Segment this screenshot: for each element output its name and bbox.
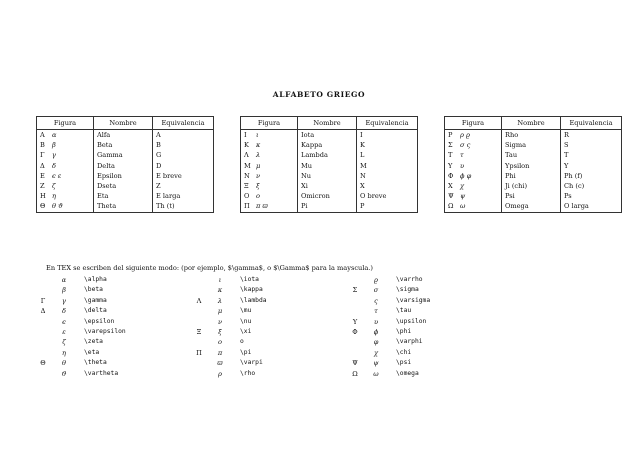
lowercase-symbol: μ <box>217 307 223 316</box>
uppercase-symbol <box>192 285 206 295</box>
figura-cell <box>37 130 94 141</box>
uppercase-symbol <box>192 358 206 368</box>
equivalencia-cell: S <box>561 140 622 150</box>
table-row <box>241 181 418 191</box>
lowercase-letter: ϵ ε <box>52 171 62 180</box>
equivalencia-cell: P <box>357 201 418 212</box>
uppercase-symbol <box>192 275 206 285</box>
figura-cell <box>241 161 298 171</box>
equivalencia-cell: T <box>561 150 622 160</box>
page-title: ALFABETO GRIEGO <box>272 90 366 99</box>
equivalencia-cell: K <box>357 140 418 150</box>
uppercase-symbol: Ψ <box>352 359 358 368</box>
table-3-body <box>445 130 622 213</box>
lowercase-symbol: ρ <box>218 369 222 378</box>
lowercase-letter: o <box>256 192 260 201</box>
lowercase-symbol: γ <box>62 296 66 305</box>
uppercase-symbol: Γ <box>40 296 46 305</box>
uppercase-letter: Σ <box>448 141 453 150</box>
uppercase-letter: Χ <box>448 182 453 191</box>
uppercase-symbol <box>192 306 206 316</box>
lowercase-letter: σ ς <box>460 141 471 150</box>
lowercase-symbol: υ <box>373 317 378 326</box>
uppercase-letter: Ρ <box>448 131 453 139</box>
equivalencia-cell: Y <box>561 161 622 171</box>
table-row <box>445 130 622 141</box>
lowercase-symbol: ϵ <box>62 317 66 326</box>
equivalencia-cell: Ph (f) <box>561 171 622 181</box>
nombre-cell: Xi <box>298 181 357 191</box>
latex-command: \phi <box>396 328 412 336</box>
uppercase-letter: Υ <box>448 161 453 170</box>
figura-cell <box>37 161 94 171</box>
uppercase-symbol <box>36 348 50 358</box>
greek-table-3 <box>444 116 622 213</box>
figura-cell <box>37 181 94 191</box>
uppercase-symbol <box>36 285 50 295</box>
figura-cell <box>445 171 502 181</box>
nombre-cell: Rho <box>502 130 561 141</box>
uppercase-letter: Ζ <box>40 182 45 191</box>
nombre-cell: Ji (chi) <box>502 181 561 191</box>
lowercase-letter: κ <box>256 141 261 150</box>
latex-command: \tau <box>396 307 412 315</box>
latex-command: \psi <box>396 359 412 367</box>
uppercase-letter: Φ <box>448 171 454 180</box>
header-nombre: Nombre <box>94 117 153 130</box>
lowercase-symbol: ν <box>217 317 222 326</box>
lowercase-symbol: σ <box>373 286 379 295</box>
figura-cell <box>241 201 298 212</box>
figura-cell <box>241 140 298 150</box>
figura-cell <box>37 191 94 201</box>
uppercase-symbol <box>348 306 362 316</box>
figura-cell <box>445 150 502 160</box>
lowercase-letter: ν <box>256 171 261 180</box>
uppercase-letter: Τ <box>448 151 453 160</box>
latex-row <box>36 306 504 316</box>
header-equivalencia: Equivalencia <box>357 117 418 130</box>
equivalencia-cell: E larga <box>153 191 214 201</box>
uppercase-letter: Ν <box>244 171 250 180</box>
latex-commands-table <box>36 275 504 379</box>
lowercase-symbol: ε <box>62 328 66 337</box>
uppercase-letter: Η <box>40 192 46 201</box>
equivalencia-cell: Z <box>153 181 214 191</box>
uppercase-letter: Δ <box>40 161 45 170</box>
equivalencia-cell: L <box>357 150 418 160</box>
latex-command: \eta <box>84 348 100 356</box>
figura-cell <box>37 171 94 181</box>
figura-cell <box>37 140 94 150</box>
uppercase-letter: Ο <box>244 192 250 201</box>
nombre-cell: Delta <box>94 161 153 171</box>
figura-cell <box>445 181 502 191</box>
latex-command: \gamma <box>84 296 107 304</box>
uppercase-symbol: Λ <box>196 296 202 305</box>
latex-command: \delta <box>84 307 107 315</box>
table-2-body <box>241 130 418 213</box>
header-figura: Figura <box>241 117 298 130</box>
figura-cell <box>445 140 502 150</box>
header-equivalencia: Equivalencia <box>153 117 214 130</box>
uppercase-letter: Ε <box>40 171 45 180</box>
lowercase-symbol: ι <box>218 276 222 284</box>
uppercase-letter: Ξ <box>244 182 249 191</box>
uppercase-symbol <box>36 369 50 379</box>
header-figura: Figura <box>445 117 502 130</box>
lowercase-letter: η <box>52 192 56 201</box>
latex-row <box>36 337 504 347</box>
table-row <box>37 181 214 191</box>
lowercase-letter: ι <box>256 131 259 139</box>
latex-row <box>36 327 504 337</box>
uppercase-letter: Β <box>40 141 45 150</box>
nombre-cell: Kappa <box>298 140 357 150</box>
figura-cell <box>37 150 94 160</box>
lowercase-letter: τ <box>460 151 464 160</box>
latex-command: \lambda <box>240 296 267 304</box>
equivalencia-cell: A <box>153 130 214 141</box>
latex-command: \epsilon <box>84 317 115 325</box>
uppercase-symbol <box>348 348 362 358</box>
uppercase-symbol: Θ <box>40 359 46 368</box>
table-row <box>241 201 418 212</box>
uppercase-symbol <box>348 337 362 347</box>
latex-command: \upsilon <box>396 317 427 325</box>
table-row <box>445 191 622 201</box>
lowercase-symbol: δ <box>62 307 66 316</box>
uppercase-symbol <box>36 317 50 327</box>
lowercase-symbol: ϱ <box>374 276 378 284</box>
nombre-cell: Iota <box>298 130 357 141</box>
latex-table-body <box>36 275 504 379</box>
latex-row <box>36 285 504 295</box>
uppercase-symbol: Φ <box>352 328 358 337</box>
table-row <box>37 171 214 181</box>
nombre-cell: Lambda <box>298 150 357 160</box>
figura-cell <box>241 181 298 191</box>
latex-command: \iota <box>240 276 259 283</box>
lowercase-symbol: χ <box>374 348 378 357</box>
nombre-cell: Eta <box>94 191 153 201</box>
figura-cell <box>445 191 502 201</box>
latex-command: \nu <box>240 317 252 325</box>
equivalencia-cell: E breve <box>153 171 214 181</box>
table-row <box>445 201 622 212</box>
lowercase-symbol: ϖ <box>217 359 223 368</box>
lowercase-symbol: α <box>61 276 67 284</box>
table-row <box>445 161 622 171</box>
lowercase-letter: γ <box>52 151 56 160</box>
lowercase-letter: δ <box>52 161 56 170</box>
nombre-cell: Psi <box>502 191 561 201</box>
latex-command: \pi <box>240 348 252 356</box>
nombre-cell: Phi <box>502 171 561 181</box>
latex-command: \varsigma <box>396 296 431 304</box>
nombre-cell: Gamma <box>94 150 153 160</box>
uppercase-letter: Α <box>40 131 45 139</box>
equivalencia-cell: O breve <box>357 191 418 201</box>
latex-row <box>36 275 504 285</box>
lowercase-letter: ζ <box>52 182 56 191</box>
lowercase-letter: ρ ϱ <box>460 131 470 139</box>
lowercase-letter: ξ <box>256 182 260 191</box>
nombre-cell: Omicron <box>298 191 357 201</box>
uppercase-symbol <box>36 275 50 285</box>
uppercase-letter: Μ <box>244 161 251 170</box>
lowercase-letter: α <box>52 131 57 139</box>
equivalencia-cell: D <box>153 161 214 171</box>
header-nombre: Nombre <box>298 117 357 130</box>
lowercase-symbol: ω <box>373 369 379 378</box>
equivalencia-cell: Ps <box>561 191 622 201</box>
header-nombre: Nombre <box>502 117 561 130</box>
equivalencia-cell: N <box>357 171 418 181</box>
table-row <box>37 130 214 141</box>
lowercase-letter: π ϖ <box>256 202 268 211</box>
lowercase-letter: χ <box>460 182 464 191</box>
lowercase-symbol: κ <box>217 286 223 295</box>
nombre-cell: Beta <box>94 140 153 150</box>
latex-command: \beta <box>84 286 103 294</box>
uppercase-letter: Θ <box>40 202 46 211</box>
latex-command: \zeta <box>84 338 103 346</box>
equivalencia-cell: Th (t) <box>153 201 214 212</box>
equivalencia-cell: B <box>153 140 214 150</box>
uppercase-symbol: Σ <box>352 286 358 295</box>
equivalencia-cell: O larga <box>561 201 622 212</box>
uppercase-symbol <box>192 337 206 347</box>
equivalencia-cell: G <box>153 150 214 160</box>
latex-command: \rho <box>240 369 256 377</box>
nombre-cell: Epsilon <box>94 171 153 181</box>
uppercase-letter: Γ <box>40 151 45 160</box>
nombre-cell: Sigma <box>502 140 561 150</box>
lowercase-symbol: o <box>218 338 222 347</box>
lowercase-symbol: ψ <box>373 359 379 368</box>
uppercase-symbol <box>36 337 50 347</box>
uppercase-letter: Ι <box>244 131 247 139</box>
table-row <box>445 150 622 160</box>
lowercase-symbol: θ <box>62 359 66 368</box>
latex-row <box>36 296 504 306</box>
lowercase-letter: β <box>52 141 56 150</box>
uppercase-symbol <box>348 296 362 306</box>
lowercase-symbol: ς <box>374 296 378 305</box>
lowercase-symbol: τ <box>374 307 378 316</box>
latex-row <box>36 317 504 327</box>
lowercase-symbol: ϑ <box>61 369 67 378</box>
table-row <box>37 191 214 201</box>
equivalencia-cell: R <box>561 130 622 141</box>
table-row <box>37 201 214 212</box>
latex-command: \theta <box>84 359 107 367</box>
table-row <box>241 171 418 181</box>
table-row <box>445 171 622 181</box>
lowercase-symbol: λ <box>217 296 223 305</box>
header-equivalencia: Equivalencia <box>561 117 622 130</box>
table-row <box>241 150 418 160</box>
lowercase-symbol: φ <box>373 338 379 347</box>
lowercase-symbol: ζ <box>62 338 66 347</box>
latex-command: \xi <box>240 328 252 336</box>
latex-command: \varphi <box>396 338 423 346</box>
table-row <box>37 150 214 160</box>
latex-row <box>36 369 504 379</box>
nombre-cell: Dseta <box>94 181 153 191</box>
table-row <box>241 161 418 171</box>
figura-cell <box>37 201 94 212</box>
table-row <box>445 140 622 150</box>
table-row <box>241 191 418 201</box>
lowercase-letter: μ <box>256 161 261 170</box>
latex-command: \alpha <box>84 276 107 283</box>
nombre-cell: Pi <box>298 201 357 212</box>
greek-table-1 <box>36 116 214 213</box>
latex-command: \kappa <box>240 286 263 294</box>
uppercase-symbol: Ξ <box>196 328 202 337</box>
table-1-body <box>37 130 214 213</box>
lowercase-symbol: β <box>62 286 66 295</box>
table-row <box>445 181 622 191</box>
uppercase-symbol: Υ <box>352 317 358 326</box>
nombre-cell: Alfa <box>94 130 153 141</box>
uppercase-letter: Κ <box>244 141 249 150</box>
lowercase-letter: υ <box>460 161 465 170</box>
equivalencia-cell: M <box>357 161 418 171</box>
latex-command: \varrho <box>396 276 423 283</box>
table-row <box>37 161 214 171</box>
latex-row <box>36 348 504 358</box>
lowercase-letter: ψ <box>460 192 466 201</box>
latex-command: \varpi <box>240 359 263 367</box>
latex-note: En TEX se escriben del siguiente modo: (por ejemplo, $\gamma$, o $\Gamma$ para la mayscula.) <box>46 264 373 272</box>
lowercase-symbol: η <box>62 348 66 357</box>
table-row <box>241 140 418 150</box>
latex-command: \chi <box>396 348 412 356</box>
figura-cell <box>241 150 298 160</box>
uppercase-symbol: Π <box>196 348 202 357</box>
nombre-cell: Tau <box>502 150 561 160</box>
nombre-cell: Omega <box>502 201 561 212</box>
table-row <box>37 140 214 150</box>
equivalencia-cell: I <box>357 130 418 141</box>
equivalencia-cell: X <box>357 181 418 191</box>
latex-command: \vartheta <box>84 369 119 377</box>
latex-command: \mu <box>240 307 252 315</box>
nombre-cell: Ypsilon <box>502 161 561 171</box>
nombre-cell: Mu <box>298 161 357 171</box>
uppercase-letter: Λ <box>244 151 249 160</box>
lowercase-symbol: π <box>217 348 223 357</box>
uppercase-symbol <box>192 369 206 379</box>
table-row <box>241 130 418 141</box>
lowercase-letter: θ ϑ <box>52 202 63 211</box>
latex-command: \sigma <box>396 286 419 294</box>
figura-cell <box>445 161 502 171</box>
figura-cell <box>445 201 502 212</box>
figura-cell <box>241 191 298 201</box>
lowercase-letter: λ <box>256 151 261 160</box>
latex-command: \omega <box>396 369 419 377</box>
figura-cell <box>445 130 502 141</box>
lowercase-letter: ϕ φ <box>460 171 472 180</box>
latex-row <box>36 358 504 368</box>
uppercase-symbol: Ω <box>352 369 358 378</box>
latex-command: \varepsilon <box>84 328 126 336</box>
equivalencia-cell: Ch (c) <box>561 181 622 191</box>
uppercase-symbol <box>192 317 206 327</box>
uppercase-symbol <box>36 327 50 337</box>
header-figura: Figura <box>37 117 94 130</box>
uppercase-symbol: Δ <box>40 307 46 316</box>
nombre-cell: Nu <box>298 171 357 181</box>
lowercase-letter: ω <box>460 202 466 211</box>
lowercase-symbol: ϕ <box>373 328 379 337</box>
figura-cell <box>241 171 298 181</box>
figura-cell <box>241 130 298 141</box>
lowercase-symbol: ξ <box>218 328 222 337</box>
uppercase-letter: Ψ <box>448 192 454 201</box>
uppercase-letter: Ω <box>448 202 454 211</box>
latex-command: o <box>240 338 244 346</box>
greek-table-2 <box>240 116 418 213</box>
nombre-cell: Theta <box>94 201 153 212</box>
uppercase-symbol <box>348 275 362 285</box>
uppercase-letter: Π <box>244 202 250 211</box>
